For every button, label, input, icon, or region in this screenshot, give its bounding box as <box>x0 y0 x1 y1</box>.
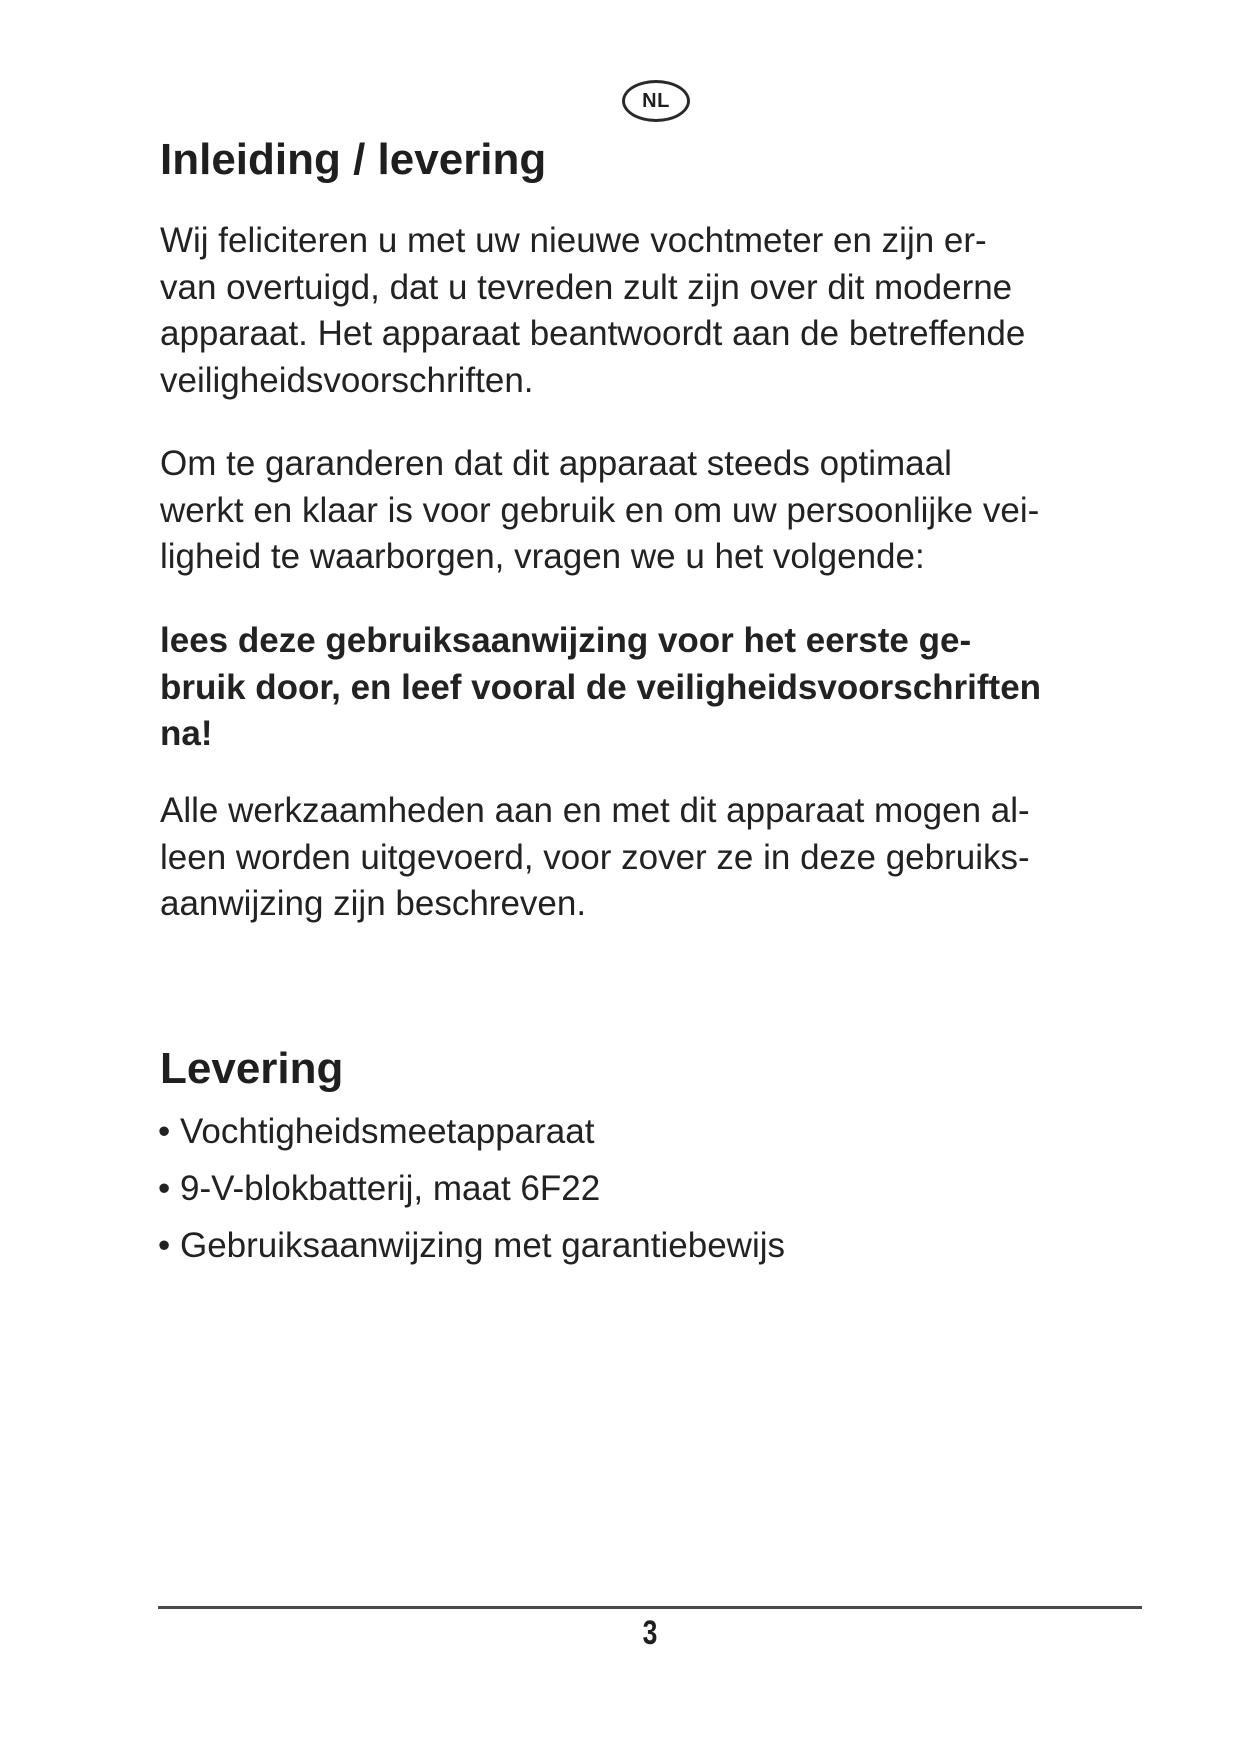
text-line: van overtuigd, dat u tevreden zult zijn over dit moderne <box>160 267 1013 307</box>
list-item: • Vochtigheidsmeetapparaat <box>158 1112 595 1151</box>
intro-paragraph-1 <box>160 218 1025 404</box>
text-line: bruik door, en leef vooral de veiligheidsvoorschriften <box>160 667 1042 707</box>
intro-paragraph-warning <box>160 618 1041 758</box>
footer-divider <box>158 1606 1142 1609</box>
text-line: Wij feliciteren u met uw nieuwe vochtmeter en zijn er- <box>160 221 987 260</box>
text-line: leen worden uitgevoerd, voor zover ze in deze gebruiks- <box>160 837 1030 877</box>
text-line: Alle werkzaamheden aan en met dit apparaat mogen al- <box>160 791 1030 830</box>
text-line: aanwijzing zijn beschreven. <box>160 884 587 923</box>
text-line: apparaat. Het apparaat beantwoordt aan de betreffende <box>160 314 1026 353</box>
delivery-list <box>158 1109 785 1280</box>
text-line: werkt en klaar is voor gebruik en om uw persoonlijke vei- <box>160 490 1040 530</box>
list-item: • Gebruiksaanwijzing met garantiebewijs <box>158 1226 785 1265</box>
section-title-intro: Inleiding / levering <box>160 135 547 184</box>
section-title-delivery: Levering <box>160 1044 344 1093</box>
intro-paragraph-4 <box>160 788 1030 928</box>
text-line: na! <box>160 714 213 753</box>
text-line: lees deze gebruiksaanwijzing voor het eerste ge- <box>160 621 972 660</box>
list-item: • 9-V-blokbatterij, maat 6F22 <box>158 1169 601 1208</box>
text-line: ligheid te waarborgen, vragen we u het volgende: <box>160 537 925 576</box>
page-number: 3 <box>642 1614 658 1652</box>
text-line: veiligheidsvoorschriften. <box>160 360 534 400</box>
text-line: Om te garanderen dat dit apparaat steeds optimaal <box>160 444 952 483</box>
intro-paragraph-2 <box>160 441 1039 581</box>
language-badge: NL <box>622 80 690 122</box>
